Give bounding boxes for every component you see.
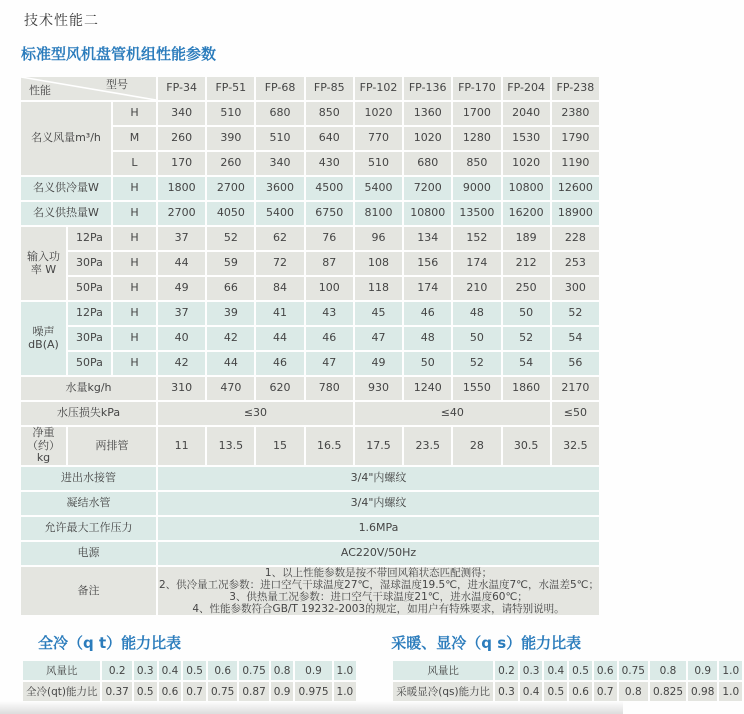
row-label: H (113, 177, 156, 200)
value-cell: 50 (503, 302, 550, 325)
value-cell: 430 (306, 152, 353, 175)
value-cell: 30.5 (503, 427, 550, 465)
value-cell: 0.8 (619, 682, 648, 701)
row-label: L (113, 152, 156, 175)
row-label: 名义供热量W (21, 202, 111, 225)
model-header: FP-238 (552, 77, 599, 100)
model-header: FP-34 (158, 77, 205, 100)
value-cell: 1700 (453, 102, 500, 125)
value-cell: 87 (306, 252, 353, 275)
value-cell: 0.5 (134, 682, 157, 701)
row-label: H (113, 327, 156, 350)
value-cell: 48 (453, 302, 500, 325)
value-cell: 0.75 (619, 661, 648, 680)
value-cell: 44 (158, 252, 205, 275)
model-header: FP-51 (207, 77, 254, 100)
value-cell: 1240 (404, 377, 451, 400)
table-row (21, 377, 599, 400)
corner-label-performance: 性能 (29, 84, 51, 98)
capacity-block-qt (21, 632, 358, 703)
corner-label-model: 型号 (106, 78, 128, 91)
value-cell: 4050 (207, 202, 254, 225)
value-cell: 0.9 (688, 661, 717, 680)
value-cell: 47 (306, 352, 353, 375)
value-cell: 48 (404, 327, 451, 350)
table-row (21, 492, 599, 515)
value-cell: 0.6 (208, 661, 237, 680)
model-header: FP-85 (306, 77, 353, 100)
model-header: FP-170 (453, 77, 500, 100)
value-cell: ≤50 (552, 402, 599, 425)
value-cell: 15 (256, 427, 303, 465)
value-cell: 52 (503, 327, 550, 350)
value-cell: 260 (158, 127, 205, 150)
value-cell: 5400 (355, 177, 402, 200)
row-label: H (113, 302, 156, 325)
value-cell: 23.5 (404, 427, 451, 465)
value-cell: 96 (355, 227, 402, 250)
value-cell: 28 (453, 427, 500, 465)
value-cell: 17.5 (355, 427, 402, 465)
value-cell: 770 (355, 127, 402, 150)
value-cell: 50 (453, 327, 500, 350)
value-cell: 1360 (404, 102, 451, 125)
spec-table (19, 75, 601, 617)
row-label: 风量比 (23, 661, 100, 680)
value-cell: 18900 (552, 202, 599, 225)
row-label: 全冷(qt)能力比 (23, 682, 100, 701)
value-cell: 62 (256, 227, 303, 250)
value-cell: 52 (207, 227, 254, 250)
row-label: 噪声dB(A) (21, 302, 66, 375)
value-cell: 108 (355, 252, 402, 275)
remarks-cell (158, 567, 599, 615)
value-cell: 212 (503, 252, 550, 275)
value-cell: 100 (306, 277, 353, 300)
value-cell: 0.8 (650, 661, 686, 680)
value-cell: AC220V/50Hz (158, 542, 599, 565)
table-row (393, 682, 742, 701)
page-bottom-shade (0, 701, 623, 714)
table-row (21, 427, 599, 465)
value-cell: 3/4"内螺纹 (158, 492, 599, 515)
value-cell: 189 (503, 227, 550, 250)
value-cell: 44 (207, 352, 254, 375)
row-label: H (113, 102, 156, 125)
value-cell: 49 (355, 352, 402, 375)
value-cell: 56 (552, 352, 599, 375)
value-cell: 2170 (552, 377, 599, 400)
table-row (21, 467, 599, 490)
value-cell: 174 (404, 277, 451, 300)
capacity-table-qs (391, 659, 744, 703)
row-label: 50Pa (68, 277, 111, 300)
table-row (21, 277, 599, 300)
value-cell: 340 (158, 102, 205, 125)
table-row (21, 302, 599, 325)
row-label: 输入功率 W (21, 227, 66, 300)
value-cell: 66 (207, 277, 254, 300)
capacity-table-title-qt: 全冷（q t）能力比表 (38, 634, 182, 653)
value-cell: 0.2 (102, 661, 131, 680)
corner-cell (21, 77, 156, 100)
row-label: H (113, 252, 156, 275)
value-cell: 13.5 (207, 427, 254, 465)
table-row (393, 661, 742, 680)
row-label: 备注 (21, 567, 156, 615)
row-label: 进出水接管 (21, 467, 156, 490)
value-cell: 13500 (453, 202, 500, 225)
value-cell: 37 (158, 227, 205, 250)
value-cell: 228 (552, 227, 599, 250)
value-cell: 0.3 (134, 661, 157, 680)
value-cell: 152 (453, 227, 500, 250)
row-label: 30Pa (68, 327, 111, 350)
row-label: 50Pa (68, 352, 111, 375)
remark-line: 4、性能参数符合GB/T 19232-2003的规定，如用户有特殊要求，请特别说明。 (192, 603, 565, 616)
value-cell: 42 (158, 352, 205, 375)
value-cell: 118 (355, 277, 402, 300)
value-cell: ≤40 (355, 402, 550, 425)
value-cell: 44 (256, 327, 303, 350)
value-cell: 170 (158, 152, 205, 175)
capacity-table-qt (21, 659, 358, 703)
value-cell: 54 (552, 327, 599, 350)
row-label: 水量kg/h (21, 377, 156, 400)
value-cell: 1800 (158, 177, 205, 200)
row-label: 两排管 (68, 427, 156, 465)
value-cell: 12600 (552, 177, 599, 200)
table-row (21, 567, 599, 615)
value-cell: 0.9 (271, 682, 294, 701)
value-cell: 134 (404, 227, 451, 250)
value-cell: 210 (453, 277, 500, 300)
value-cell: 0.8 (271, 661, 294, 680)
value-cell: 0.98 (688, 682, 717, 701)
table-row (21, 202, 599, 225)
value-cell: 16200 (503, 202, 550, 225)
table-row (21, 517, 599, 540)
value-cell: 0.7 (594, 682, 617, 701)
value-cell: 310 (158, 377, 205, 400)
value-cell: 510 (207, 102, 254, 125)
model-header: FP-102 (355, 77, 402, 100)
value-cell: 850 (306, 102, 353, 125)
value-cell: 3/4"内螺纹 (158, 467, 599, 490)
row-label: H (113, 277, 156, 300)
row-label: 水压损失kPa (21, 402, 156, 425)
table-row (21, 227, 599, 250)
value-cell: 0.5 (183, 661, 206, 680)
value-cell: 0.3 (495, 682, 518, 701)
value-cell: 3600 (256, 177, 303, 200)
value-cell: 52 (552, 302, 599, 325)
row-label: 净重（约）kg (21, 427, 66, 465)
row-label: 风量比 (393, 661, 493, 680)
table-header-row (21, 77, 599, 100)
value-cell: 260 (207, 152, 254, 175)
value-cell: 45 (355, 302, 402, 325)
value-cell: 2380 (552, 102, 599, 125)
row-label: H (113, 352, 156, 375)
remark-line: 3、供热量工况参数：进口空气干球温度21℃，进水温度60℃； (229, 591, 528, 604)
value-cell: 390 (207, 127, 254, 150)
value-cell: 850 (453, 152, 500, 175)
spec-table-body (21, 77, 599, 615)
row-label: M (113, 127, 156, 150)
value-cell: 0.75 (239, 661, 268, 680)
value-cell: 0.2 (495, 661, 518, 680)
value-cell: 1.0 (334, 682, 357, 701)
value-cell: ≤30 (158, 402, 353, 425)
table-row (21, 542, 599, 565)
value-cell: 11 (158, 427, 205, 465)
value-cell: 0.6 (569, 682, 592, 701)
row-label: H (113, 227, 156, 250)
value-cell: 0.87 (239, 682, 268, 701)
model-header: FP-204 (503, 77, 550, 100)
value-cell: 1190 (552, 152, 599, 175)
value-cell: 0.9 (295, 661, 331, 680)
value-cell: 1.6MPa (158, 517, 599, 540)
row-label: 采暖显冷(qs)能力比 (393, 682, 493, 701)
remark-line: 1、以上性能参数是按不带回风箱状态匹配测得； (264, 566, 493, 579)
value-cell: 1.0 (719, 661, 742, 680)
value-cell: 50 (404, 352, 451, 375)
row-label: H (113, 202, 156, 225)
value-cell: 1550 (453, 377, 500, 400)
page-title: 技术性能二 (24, 13, 99, 29)
value-cell: 930 (355, 377, 402, 400)
value-cell: 1280 (453, 127, 500, 150)
value-cell: 43 (306, 302, 353, 325)
value-cell: 0.975 (295, 682, 331, 701)
value-cell: 52 (453, 352, 500, 375)
row-label: 12Pa (68, 302, 111, 325)
value-cell: 0.75 (208, 682, 237, 701)
row-label: 凝结水管 (21, 492, 156, 515)
table-row (23, 682, 356, 701)
value-cell: 0.4 (520, 682, 543, 701)
value-cell: 680 (256, 102, 303, 125)
table-row (21, 177, 599, 200)
table-row (21, 252, 599, 275)
value-cell: 8100 (355, 202, 402, 225)
value-cell: 0.5 (544, 682, 567, 701)
value-cell: 46 (256, 352, 303, 375)
table-row (21, 327, 599, 350)
value-cell: 0.7 (183, 682, 206, 701)
value-cell: 2040 (503, 102, 550, 125)
value-cell: 54 (503, 352, 550, 375)
value-cell: 510 (256, 127, 303, 150)
value-cell: 680 (404, 152, 451, 175)
value-cell: 84 (256, 277, 303, 300)
capacity-table-title-qs: 采暖、显冷（q s）能力比表 (391, 634, 582, 653)
row-label: 30Pa (68, 252, 111, 275)
value-cell: 640 (306, 127, 353, 150)
value-cell: 7200 (404, 177, 451, 200)
row-label: 12Pa (68, 227, 111, 250)
value-cell: 0.6 (594, 661, 617, 680)
page-subtitle: 标准型风机盘管机组性能参数 (21, 45, 217, 63)
value-cell: 620 (256, 377, 303, 400)
value-cell: 32.5 (552, 427, 599, 465)
value-cell: 300 (552, 277, 599, 300)
capacity-section (21, 632, 740, 703)
value-cell: 40 (158, 327, 205, 350)
value-cell: 174 (453, 252, 500, 275)
value-cell: 780 (306, 377, 353, 400)
value-cell: 5400 (256, 202, 303, 225)
value-cell: 9000 (453, 177, 500, 200)
value-cell: 37 (158, 302, 205, 325)
value-cell: 253 (552, 252, 599, 275)
value-cell: 1020 (404, 127, 451, 150)
value-cell: 340 (256, 152, 303, 175)
value-cell: 72 (256, 252, 303, 275)
value-cell: 59 (207, 252, 254, 275)
value-cell: 76 (306, 227, 353, 250)
row-label: 允许最大工作压力 (21, 517, 156, 540)
model-header: FP-136 (404, 77, 451, 100)
value-cell: 2700 (207, 177, 254, 200)
value-cell: 510 (355, 152, 402, 175)
table-row (21, 352, 599, 375)
value-cell: 16.5 (306, 427, 353, 465)
remark-line: 2、供冷量工况参数：进口空气干球温度27℃，湿球温度19.5℃，进水温度7℃，水温差5℃； (159, 578, 599, 591)
value-cell: 10800 (503, 177, 550, 200)
row-label: 名义供冷量W (21, 177, 111, 200)
value-cell: 46 (306, 327, 353, 350)
value-cell: 470 (207, 377, 254, 400)
value-cell: 1790 (552, 127, 599, 150)
value-cell: 46 (404, 302, 451, 325)
value-cell: 0.4 (159, 661, 182, 680)
value-cell: 1020 (355, 102, 402, 125)
value-cell: 0.825 (650, 682, 686, 701)
value-cell: 1.0 (334, 661, 357, 680)
row-label: 电源 (21, 542, 156, 565)
value-cell: 49 (158, 277, 205, 300)
value-cell: 4500 (306, 177, 353, 200)
capacity-block-qs (391, 632, 744, 703)
page (0, 10, 740, 703)
value-cell: 250 (503, 277, 550, 300)
value-cell: 156 (404, 252, 451, 275)
table-row (21, 102, 599, 125)
row-label: 名义风量m³/h (21, 102, 111, 175)
value-cell: 1860 (503, 377, 550, 400)
value-cell: 0.5 (569, 661, 592, 680)
value-cell: 1020 (503, 152, 550, 175)
value-cell: 2700 (158, 202, 205, 225)
value-cell: 1.0 (719, 682, 742, 701)
model-header: FP-68 (256, 77, 303, 100)
value-cell: 0.37 (102, 682, 131, 701)
value-cell: 6750 (306, 202, 353, 225)
value-cell: 0.6 (159, 682, 182, 701)
value-cell: 0.4 (544, 661, 567, 680)
value-cell: 39 (207, 302, 254, 325)
value-cell: 47 (355, 327, 402, 350)
value-cell: 41 (256, 302, 303, 325)
value-cell: 10800 (404, 202, 451, 225)
value-cell: 1530 (503, 127, 550, 150)
value-cell: 0.3 (520, 661, 543, 680)
value-cell: 42 (207, 327, 254, 350)
table-row (21, 402, 599, 425)
table-row (23, 661, 356, 680)
